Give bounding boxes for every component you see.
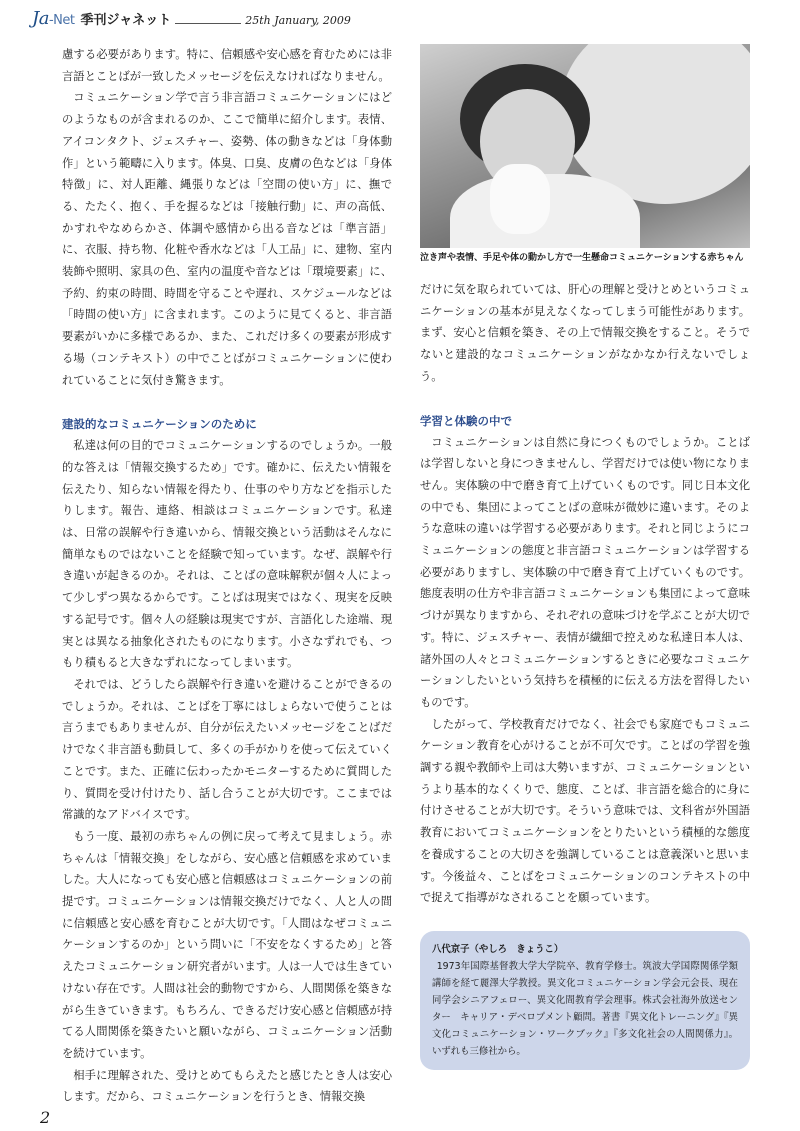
header-divider [175, 23, 241, 24]
page-header [32, 8, 351, 32]
right-column [420, 44, 750, 1070]
paragraph: それでは、どうしたら誤解や行き違いを避けることができるのでしょうか。それは、ことばを丁寧にはしょらないで使うことは言うまでもありませんが、自分が伝えたいメッセージをことばだけでなく非言語も動員して、多くの手がかりを使って伝えていくことです。また、正確に伝わったかモニターするために質問したり、質問を受け付けたり、話し合うことが大切です。ここまでは常識的なアドバイスです。 [62, 677, 392, 822]
paragraph: したがって、学校教育だけでなく、社会でも家庭でもコミュニケーション教育を心がけることが不可欠です。ことばの学習を強調する親や教師や上司は大勢いますが、コミュニケーションというより基本的なくくりで、態度、ことば、非言語を総合的に身に付けさせることが大切です。そういう意味では、文科省が外国語教育においてコミュニケーションをとりたいという積極的な態度を養成することの大切さを強調していることは意義深いと思います。今後益々、ことばをコミュニケーションのコンテキストの中で捉えて指導がなされることを願っています。 [420, 717, 750, 905]
page-number: 2 [40, 1108, 51, 1127]
paragraph: コミュニケーションは自然に身につくものでしょうか。ことばは学習しないと身につきませんし、学習だけでは使い物になりません。実体験の中で磨き育て上げていくものです。同じ日本文化の中でも、集団によってことばの意味が微妙に違います。そのような意味の違いは学習する必要があります。それと同じようにコミュニケーションの態度と非言語コミュニケーションは学習する必要がありますし、実体験の中で磨き育て上げていくものです。態度表明の仕方や非言語コミュニケーションも集団によって意味づけが異なりますから、それぞれの意味づけを学ぶことが大切です。特に、ジェスチャー、表情が繊細で控えめな私達日本人は、諸外国の人々とコミュニケーションするときに必要なコミュニケーションしたいという気持ちを積極的に伝える方法を習得したいものです。 [420, 435, 750, 709]
paragraph: 相手に理解された、受けとめてもらえたと感じたとき人は安心します。だから、コミュニケーションを行うとき、情報交換 [62, 1068, 392, 1104]
issue-date: 25th January, 2009 [245, 14, 351, 27]
paragraph: コミュニケーション学で言う非言語コミュニケーションにはどのようなものが含まれるのか、ここで簡単に紹介します。表情、アイコンタクト、ジェスチャー、姿勢、体の動きなどは「身体動作」という範疇に入ります。体臭、口臭、皮膚の色などは「身体特徴」に、対人距離、縄張りなどは「空間の使い方」に、撫でる、たたく、抱く、手を握るなどは「接触行動」に、声の高低、かすれやなめらかさ、体調や感情から出る音などは「準言語」に、衣服、持ち物、化粧や香水などは「人工品」に、建物、室内装飾や照明、家具の色、室内の温度や音などは「環境要素」に、予約、約束の時間、時間を守ることや遅れ、スケジュールなどは「時間の使い方」に含まれます。このように見てくると、非言語要素がいかに多様であるか、また、これだけ多くの要素が形成する場（コンテキスト）の中でことばがコミュニケーションに使われていることに気付き驚きます。 [62, 91, 392, 387]
ja-net-logo: Ja-Net [32, 8, 75, 29]
left-column [62, 44, 392, 1108]
section-heading-constructive: 建設的なコミュニケーションのために [62, 417, 257, 432]
magazine-title: 季刊ジャネット [80, 13, 172, 28]
section-heading-learning: 学習と体験の中で [420, 413, 512, 428]
paragraph: もう一度、最初の赤ちゃんの例に戻って考えて見ましょう。赤ちゃんは「情報交換」をしながら、安心感と信頼感を求めていました。大人になっても安心感と信頼感はコミュニケーションの前提です。コミュニケーションは情報交換だけでなく、人と人の間に信頼感と安心感を育むことが大切です。「人間はなぜコミュニケーションするのか」という問いに「不安をなくするため」と答えたコミュニケーション研究者がいます。人は一人では生きていけない存在です。人間は社会的動物ですから、人間関係を築きながら生きていきます。もちろん、できるだけ安心感と信頼感が持てる人間関係を築きたいと願いながら、コミュニケーション活動を続けています。 [62, 829, 392, 1060]
author-name: 八代京子（やしろ きょうこ） [432, 943, 564, 955]
author-bio-box [420, 931, 750, 1070]
author-bio: 1973年国際基督教大学大学院卒、教育学修士。筑波大学国際関係学類講師を経て麗澤大学教授。異文化コミュニケーション学会元会長、現在同学会シニアフェロー、異文化間教育学会理事。株式会社海外放送センター キャリア・デベロプメント顧問。著書『異文化トレーニング』『異文化コミュニケーション・ワークブック』『多文化社会の人間関係力』。いずれも三修社から。 [432, 960, 738, 1057]
paragraph: 慮する必要があります。特に、信頼感や安心感を育むためには非言語とことばが一致したメッセージを伝えなければなりません。 [62, 48, 392, 83]
photo-caption: 泣き声や表情、手足や体の動かし方で一生懸命コミュニケーションする赤ちゃん [420, 253, 744, 263]
baby-photo [420, 44, 750, 248]
paragraph: だけに気を取られていては、肝心の理解と受けとめというコミュニケーションの基本が見えなくなってしまう可能性があります。まず、安心と信頼を築き、その上で情報交換をすること。そうでないと建設的なコミュニケーションがなかなか行えないでしょう。 [420, 283, 750, 383]
paragraph: 私達は何の目的でコミュニケーションするのでしょうか。一般的な答えは「情報交換するため」です。確かに、伝えたい情報を伝えたり、知らない情報を得たり、仕事のやり方などを指示したりします。報告、連絡、相談はコミュニケーションです。私達は、日常の誤解や行き違いから、情報交換という活動はそんなに簡単なものではないことを経験で知っています。なぜ、誤解や行き違いが起きるのか。それは、ことばの意味解釈が個々人によって少しずつ異なるからです。ことばは現実ではなく、現実を反映する記号です。個々人の経験は現実ですが、言語化した途端、現実とは異なる抽象化されたものになります。小さなずれでも、つもり積もると大きなずれになってしまいます。 [62, 439, 392, 670]
